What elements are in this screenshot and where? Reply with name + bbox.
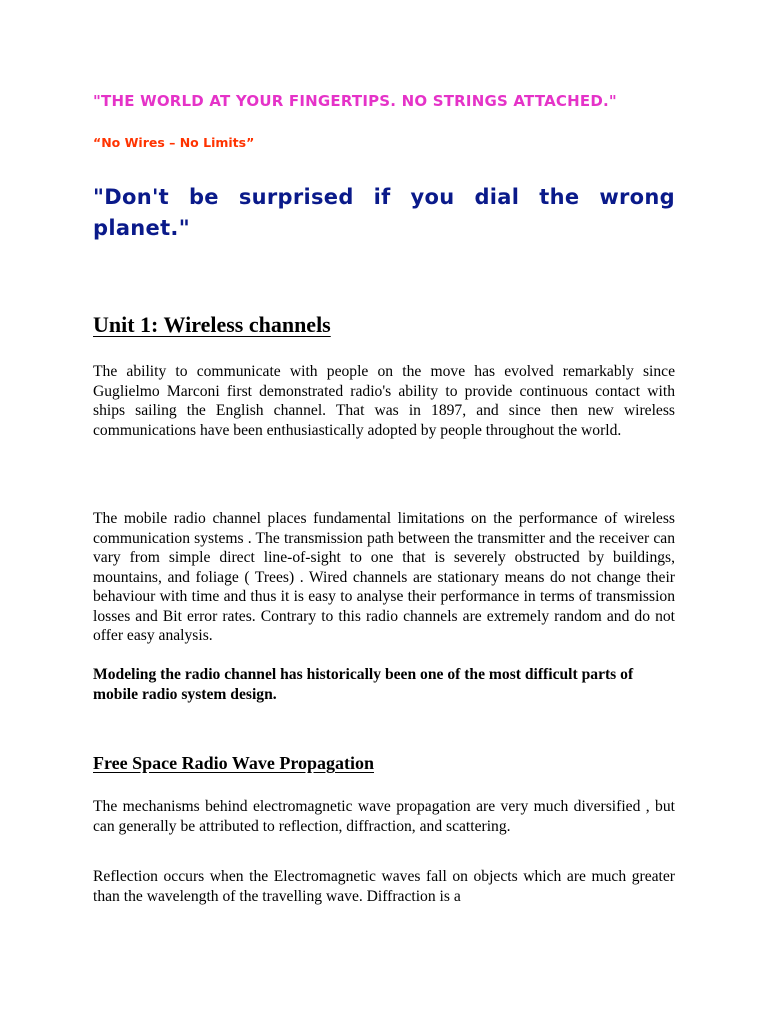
unit-title: Unit 1: Wireless channels: [93, 312, 331, 337]
paragraph-reflection: Reflection occurs when the Electromagnetic waves fall on objects which are much greater than the wavelength of the travelling wave. Diffraction is a: [93, 868, 675, 905]
paragraph-mechanisms: The mechanisms behind electromagnetic wave propagation are very much diversified , but can generally be attributed to reflection, diffraction, and scattering.: [93, 798, 675, 835]
quote-no-wires: “No Wires – No Limits”: [93, 135, 255, 150]
section-title-free-space: Free Space Radio Wave Propagation: [93, 753, 374, 773]
quote-wrong-planet: "Don't be surprised if you dial the wrong planet.": [93, 185, 675, 240]
paragraph-marconi: The ability to communicate with people on the move has evolved remarkably since Guglielmo Marconi first demonstrated radio's ability to provide continuous contact with ships sailing the English channel. That was in 1897, and since then new wireless communications have been enthusiastically adopted by people throughout the world.: [93, 363, 675, 439]
paragraph-modeling-bold: Modeling the radio channel has historically been one of the most difficult parts of mobile radio system design.: [93, 666, 634, 703]
quote-fingertips: "THE WORLD AT YOUR FINGERTIPS. NO STRINGS ATTACHED.": [93, 92, 617, 110]
paragraph-mobile-radio-channel: The mobile radio channel places fundamental limitations on the performance of wireless communication systems . The transmission path between the transmitter and the receiver can vary from simple direct line-of-sight to one that is severely obstructed by buildings, mountains, and foliage ( Trees) . Wired channels are stationary means do not change their behaviour with time and thus it is easy to analyse their performance in terms of transmission losses and Bit error rates. Contrary to this radio channels are extremely random and do not offer easy analysis.: [93, 510, 675, 644]
